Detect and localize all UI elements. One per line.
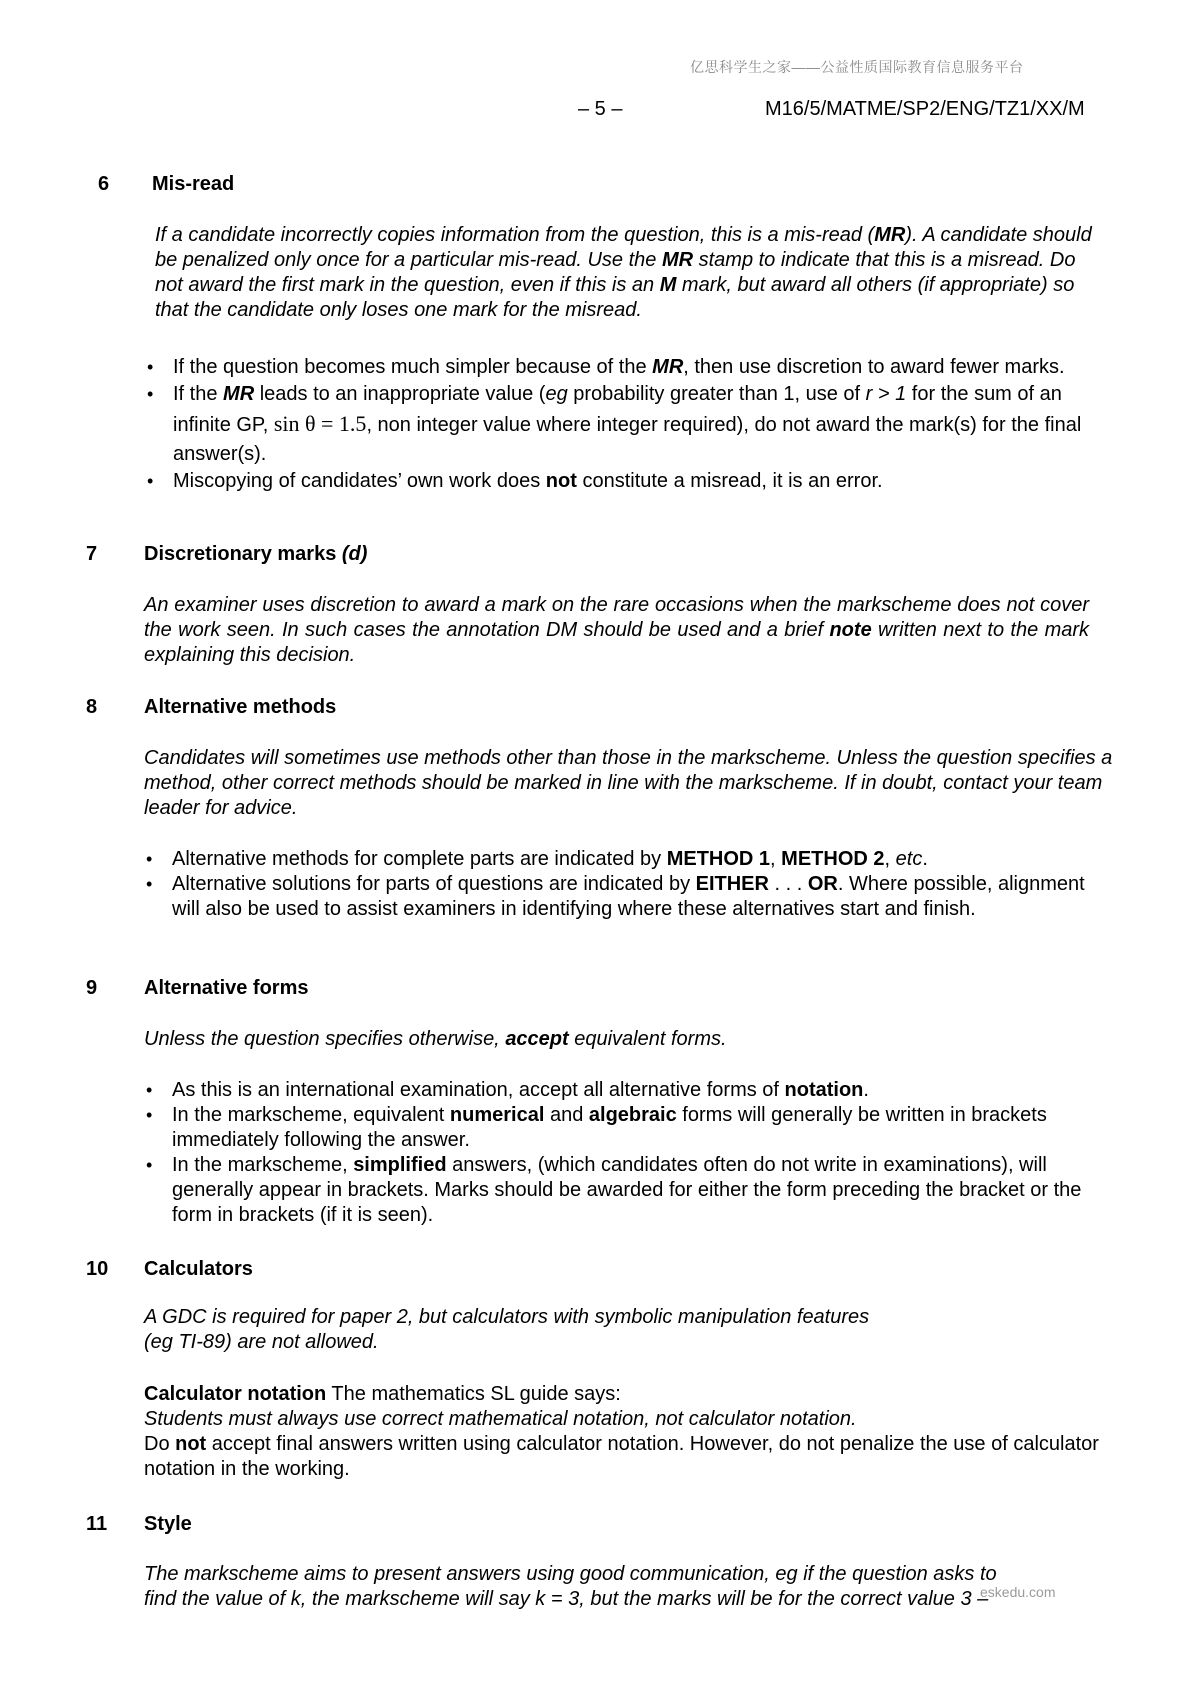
list-item: • Alternative methods for complete parts are indicated by METHOD 1, METHOD 2, etc. [144,847,1114,872]
section-9-title: Alternative forms [144,977,309,999]
calculator-notation-note: Calculator notation The mathematics SL guide says: Students must always use correct mathematical notation, not calculator notation. Do not accept final answers written using calculator notation. However, do not penalize the use of calculator notation in the working. [144,1383,1099,1480]
section-7-number: 7 [86,543,98,565]
footer-watermark: eskedu.com [980,1584,1056,1600]
section-8-title: Alternative methods [144,696,337,718]
section-10-number: 10 [86,1258,109,1280]
list-item: • As this is an international examination, accept all alternative forms of notation. [144,1078,1114,1103]
list-item: • Miscopying of candidates’ own work does not constitute a misread, it is an error. [145,469,1090,494]
section-6-number: 6 [98,173,110,195]
list-item: • In the markscheme, simplified answers, (which candidates often do not write in examinations), will generally appear in brackets. Marks should be awarded for either the form preceding the bracket or the form in brackets (if it is seen). [144,1153,1114,1228]
section-10-title: Calculators [144,1258,253,1280]
section-9-paragraph: Unless the question specifies otherwise, accept equivalent forms. [144,1028,727,1050]
section-9-number: 9 [86,977,98,999]
section-11-title: Style [144,1513,192,1535]
section-7-title: Discretionary marks (d) [144,543,368,565]
section-11-number: 11 [86,1513,108,1535]
site-watermark: 亿思科学生之家——公益性质国际教育信息服务平台 [690,59,1024,75]
document-code: M16/5/MATME/SP2/ENG/TZ1/XX/M [765,98,1085,120]
list-item: • Alternative solutions for parts of questions are indicated by EITHER . . . OR. Where possible, alignment will also be used to assist examiners in identifying where these alternatives start and finish. [144,872,1114,922]
list-item: • In the markscheme, equivalent numerical and algebraic forms will generally be written in brackets immediately following the answer. [144,1103,1114,1153]
section-10-paragraph: A GDC is required for paper 2, but calculators with symbolic manipulation features (eg TI-89) are not allowed. [144,1306,870,1353]
section-6-paragraph: If a candidate incorrectly copies information from the question, this is a mis-read (MR). A candidate should be penalized only once for a particular mis-read. Use the MR stamp to indicate that this is a misread. Do not award the first mark in the question, even if this is an M mark, but award all others (if appropriate) so that the candidate only loses one mark for the misread. [155,224,1092,321]
section-6-bullets [145,355,1090,494]
section-11-paragraph: The markscheme aims to present answers using good communication, eg if the question asks to find the value of k, the markscheme will say k = 3, but the marks will be for the correct value 3 – [144,1563,997,1610]
section-7-paragraph: An examiner uses discretion to award a mark on the rare occasions when the markscheme does not cover the work seen. In such cases the annotation DM should be used and a brief note written next to the mark explaining this decision. [144,594,1090,666]
list-item: • If the question becomes much simpler because of the MR, then use discretion to award fewer marks. [145,355,1090,380]
page-number: – 5 – [578,98,623,120]
list-item: • If the MR leads to an inappropriate value (eg probability greater than 1, use of r > 1 for the sum of an infinite GP, sin θ = 1.5, non integer value where integer required), do not award the mark(s) for the final answer(s). [145,380,1090,469]
section-6-title: Mis-read [152,173,235,195]
section-9-bullets [144,1078,1114,1228]
section-8-paragraph: Candidates will sometimes use methods other than those in the markscheme. Unless the question specifies a method, other correct methods should be marked in line with the markscheme. If in doubt, contact your team leader for advice. [144,747,1113,819]
section-8-number: 8 [86,696,98,718]
section-8-bullets [144,847,1114,922]
